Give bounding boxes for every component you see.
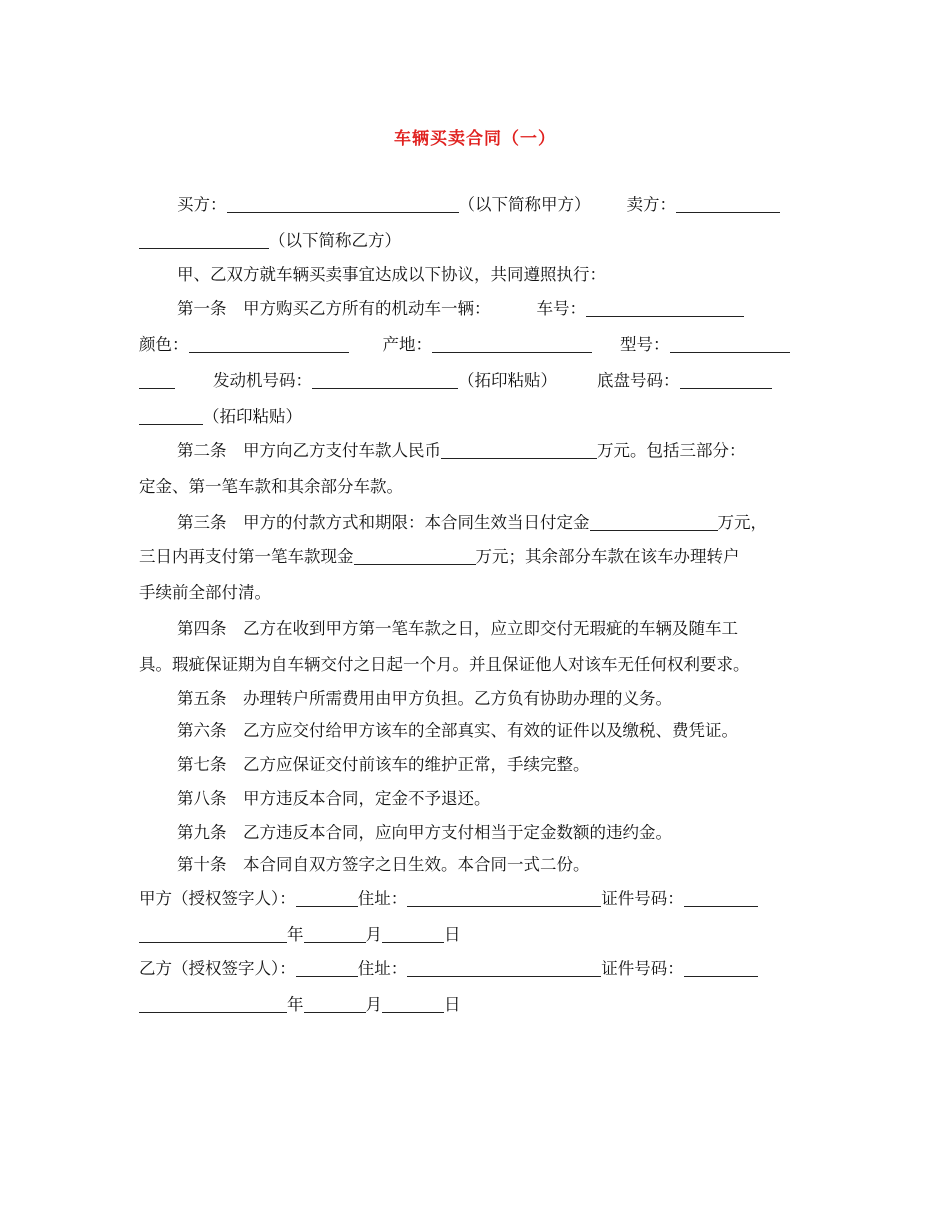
sign-b-line-2: [139, 988, 814, 1022]
rubbing-note-1: （拓印粘贴）: [458, 371, 557, 390]
party-a-signature-blank: [296, 888, 358, 907]
art6-paragraph: 第六条 乙方应交付给甲方该车的全部真实、有效的证件以及缴税、费凭证。: [177, 721, 738, 740]
seller-blank-2: [139, 230, 269, 249]
party-a-id-blank-1: [684, 888, 758, 907]
model-blank-2: [139, 370, 175, 389]
chassis-blank-2: [139, 406, 203, 425]
art2-text-a: 第二条 甲方向乙方支付车款人民币: [177, 441, 441, 460]
seller-blank-1: [676, 194, 780, 213]
buyer-label: 买方：: [177, 195, 227, 214]
chassis-label: 底盘号码：: [597, 371, 680, 390]
party-b-day: 日: [444, 995, 461, 1014]
party-a-day-blank: [382, 924, 444, 943]
art1-line-3: [139, 364, 814, 398]
buyer-note: （以下简称甲方）: [458, 195, 591, 214]
party-b-id-label: 证件号码：: [601, 959, 684, 978]
art10-paragraph: 第十条 本合同自双方签字之日生效。本合同一式二份。: [177, 855, 590, 874]
art3-text-b: 万元，: [717, 513, 767, 532]
model-blank-1: [670, 334, 790, 353]
art3-line-2: [139, 540, 814, 574]
color-blank: [189, 334, 349, 353]
art1-line-1: [139, 292, 814, 326]
party-a-day: 日: [444, 925, 461, 944]
art2-line-2: 定金、第一笔车款和其余部分车款。: [139, 477, 403, 496]
art3-text-d: 万元；其余部分车款在该车办理转户: [475, 547, 740, 566]
model-label: 型号：: [620, 335, 670, 354]
origin-blank: [432, 334, 592, 353]
sign-a-line-1: [139, 882, 814, 916]
art8-paragraph: 第八条 甲方违反本合同，定金不予退还。: [177, 789, 491, 808]
party-a-month-blank: [304, 924, 366, 943]
art1-line-4: [139, 400, 814, 434]
sign-a-line-2: [139, 918, 814, 952]
party-b-month: 月: [365, 995, 382, 1014]
plate-blank: [586, 298, 744, 317]
art1-line-2: [139, 328, 814, 362]
party-b-month-blank: [304, 994, 366, 1013]
art5-paragraph: 第五条 办理转户所需费用由甲方负担。乙方负有协助办理的义务。: [177, 689, 672, 708]
party-b-label: 乙方（授权签字人）：: [139, 959, 296, 978]
party-a-address-blank: [407, 888, 601, 907]
intro-paragraph: 甲、乙双方就车辆买卖事宜达成以下协议，共同遵照执行：: [177, 265, 606, 284]
party-a-month: 月: [365, 925, 382, 944]
party-a-address-label: 住址：: [357, 889, 408, 908]
rubbing-note-2: （拓印粘贴）: [203, 407, 302, 426]
sign-b-line-1: [139, 952, 814, 986]
party-a-id-label: 证件号码：: [601, 889, 684, 908]
party-a-id-blank-2: [139, 924, 287, 943]
party-b-signature-blank: [296, 958, 358, 977]
party-a-label: 甲方（授权签字人）：: [139, 889, 296, 908]
buyer-blank: [227, 194, 459, 213]
party-b-id-blank-2: [139, 994, 287, 1013]
parties-line-1: [139, 188, 814, 222]
party-b-address-blank: [407, 958, 601, 977]
art3-text-a: 第三条 甲方的付款方式和期限：本合同生效当日付定金: [177, 513, 590, 532]
party-a-year: 年: [287, 925, 304, 944]
art4-line-2: 具。瑕疵保证期为自车辆交付之日起一个月。并且保证他人对该车无任何权利要求。: [139, 655, 750, 674]
party-b-address-label: 住址：: [357, 959, 408, 978]
engine-label: 发动机号码：: [213, 371, 312, 390]
art3-line-1: [139, 506, 814, 540]
art2-line-1: [139, 434, 814, 468]
first-payment-blank: [354, 546, 476, 565]
seller-note: （以下简称乙方）: [269, 231, 401, 250]
price-blank: [441, 440, 597, 459]
art1-lead: 第一条 甲方购买乙方所有的机动车一辆：: [177, 299, 491, 318]
art3-line-3: 手续前全部付清。: [139, 583, 271, 602]
deposit-blank: [590, 512, 718, 531]
art9-paragraph: 第九条 乙方违反本合同，应向甲方支付相当于定金数额的违约金。: [177, 823, 672, 842]
art3-text-c: 三日内再支付第一笔车款现金: [139, 547, 354, 566]
party-b-id-blank-1: [684, 958, 758, 977]
engine-blank: [312, 370, 458, 389]
seller-label: 卖方：: [626, 195, 676, 214]
origin-label: 产地：: [382, 335, 432, 354]
art2-text-b: 万元。包括三部分：: [597, 441, 746, 460]
art4-line-1: 第四条 乙方在收到甲方第一笔车款之日，应立即交付无瑕疵的车辆及随车工: [177, 619, 738, 638]
chassis-blank-1: [680, 370, 772, 389]
art7-paragraph: 第七条 乙方应保证交付前该车的维护正常，手续完整。: [177, 755, 590, 774]
plate-label: 车号：: [536, 299, 586, 318]
party-b-day-blank: [382, 994, 444, 1013]
document-title: 车辆买卖合同（一）: [394, 129, 556, 149]
color-label: 颜色：: [139, 335, 189, 354]
party-b-year: 年: [287, 995, 304, 1014]
parties-line-2: [139, 224, 814, 258]
